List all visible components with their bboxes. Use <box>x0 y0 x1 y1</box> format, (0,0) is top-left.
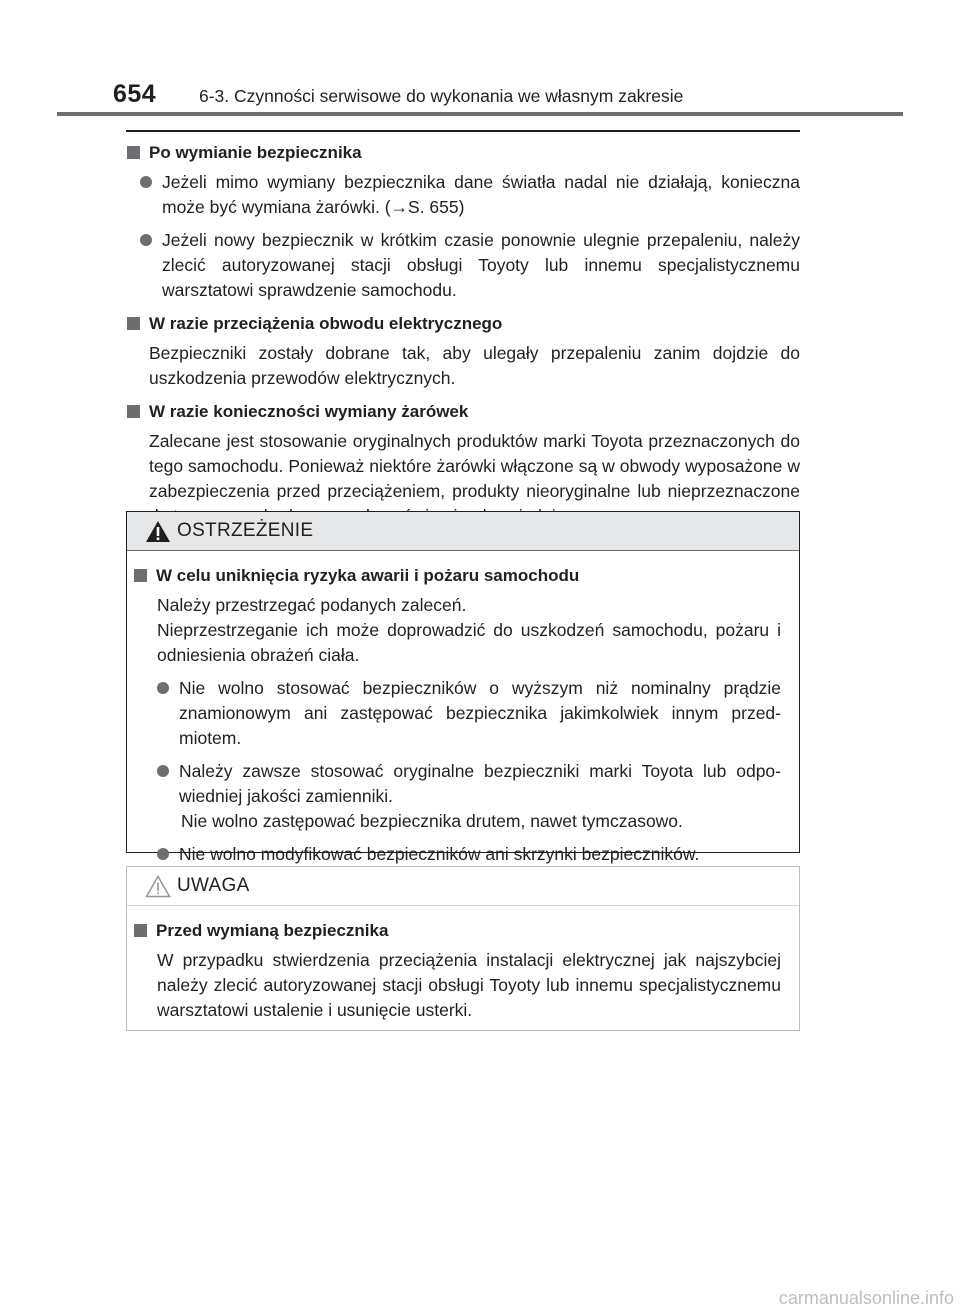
round-bullet-icon <box>140 176 152 188</box>
section-text: Bezpieczniki zostały dobrane tak, aby ulegały przepaleniu zanim dojdzie do uszkodzenia przewodów elektrycznych. <box>149 343 800 388</box>
watermark: carmanualsonline.info <box>778 1288 954 1308</box>
section-title: Po wymianie bezpiecznika <box>149 143 362 162</box>
warning-text: Nieprzestrzeganie ich może doprowadzić do uszkodzeń samochodu, pożaru i odniesienia obrażeń ciała. <box>157 620 781 665</box>
caution-text: W przypadku stwierdzenia przeciążenia instalacji elektrycznej jak najszybciej należy zlecić autoryzowanej stacji obsługi Toyoty lub innemu specjalistycznemu warsztatowi ustalenie i usunięcie usterki. <box>157 950 781 1020</box>
list-item-continuation: Nie wolno zastępować bezpiecznika drutem, nawet tymczasowo. <box>181 811 683 831</box>
list-item <box>126 170 800 220</box>
list-item <box>126 228 800 303</box>
caution-box <box>126 866 800 1031</box>
page-number: 654 <box>113 80 157 108</box>
warning-heading <box>133 563 781 589</box>
warning-body <box>127 551 799 867</box>
caution-label: UWAGA <box>177 875 250 896</box>
warning-label: OSTRZEŻENIE <box>177 520 314 541</box>
list-item-text: Nie wolno stosować bezpieczników o wyższym niż nominalny prądzie znamionowym ani zastępować bezpiecznika jakimkolwiek innym przedmiotem. <box>179 678 781 748</box>
list-item-text: Nie wolno modyfikować bezpieczników ani skrzynki bezpieczników. <box>179 844 700 864</box>
section-heading <box>126 399 800 425</box>
square-bullet-icon <box>127 146 140 159</box>
square-bullet-icon <box>134 924 147 937</box>
caution-header <box>127 867 799 906</box>
warning-title: W celu uniknięcia ryzyka awarii i pożaru samochodu <box>156 566 580 585</box>
round-bullet-icon <box>157 682 169 694</box>
round-bullet-icon <box>157 848 169 860</box>
square-bullet-icon <box>134 569 147 582</box>
section-heading <box>126 140 800 166</box>
list-item <box>133 759 781 809</box>
caution-heading <box>133 918 781 944</box>
caution-body <box>127 906 799 1023</box>
main-content <box>126 130 800 537</box>
section-heading <box>126 311 800 337</box>
square-bullet-icon <box>127 317 140 330</box>
top-divider <box>126 130 800 132</box>
list-item-text: Należy zawsze stosować oryginalne bezpieczniki marki Toyota lub odpowiedniej jakości zamienniki. <box>179 761 781 806</box>
caution-triangle-outline-icon <box>145 875 171 898</box>
list-item-text: Jeżeli nowy bezpiecznik w krótkim czasie ponownie ulegnie przepaleniu, należy zlecić autoryzowanej stacji obsługi Toyoty lub innemu specjalistycznemu warsztatowi sprawdzenie samochodu. <box>162 230 800 300</box>
warning-box <box>126 511 800 864</box>
chapter-title: 6-3. Czynności serwisowe do wykonania we własnym zakresie <box>199 86 684 106</box>
warning-header <box>127 512 799 551</box>
page-header <box>0 0 960 118</box>
section-text: Zalecane jest stosowanie oryginalnych produktów marki Toyota przeznaczonych do tego samochodu. Ponieważ niektóre żarówki włączone są w obwody wyposażone w zabezpieczenia przed przeciążeniem, produkty nieoryginalne lub nieprzeznaczone <box>149 431 800 501</box>
round-bullet-icon <box>157 765 169 777</box>
square-bullet-icon <box>127 405 140 418</box>
list-item <box>133 676 781 751</box>
list-item-text: Jeżeli mimo wymiany bezpiecznika dane światła nadal nie działają, konieczna może być wymiana żarówki. (→S. 655) <box>162 172 800 217</box>
list-item <box>133 842 781 867</box>
section-title: W razie przeciążenia obwodu elektrycznego <box>149 314 503 333</box>
caution-title: Przed wymianą bezpiecznika <box>156 921 389 940</box>
header-rule <box>57 112 903 116</box>
round-bullet-icon <box>140 234 152 246</box>
warning-text: Należy przestrzegać podanych zaleceń. <box>157 595 467 615</box>
section-title: W razie konieczności wymiany żarówek <box>149 402 469 421</box>
warning-triangle-icon <box>145 520 171 543</box>
